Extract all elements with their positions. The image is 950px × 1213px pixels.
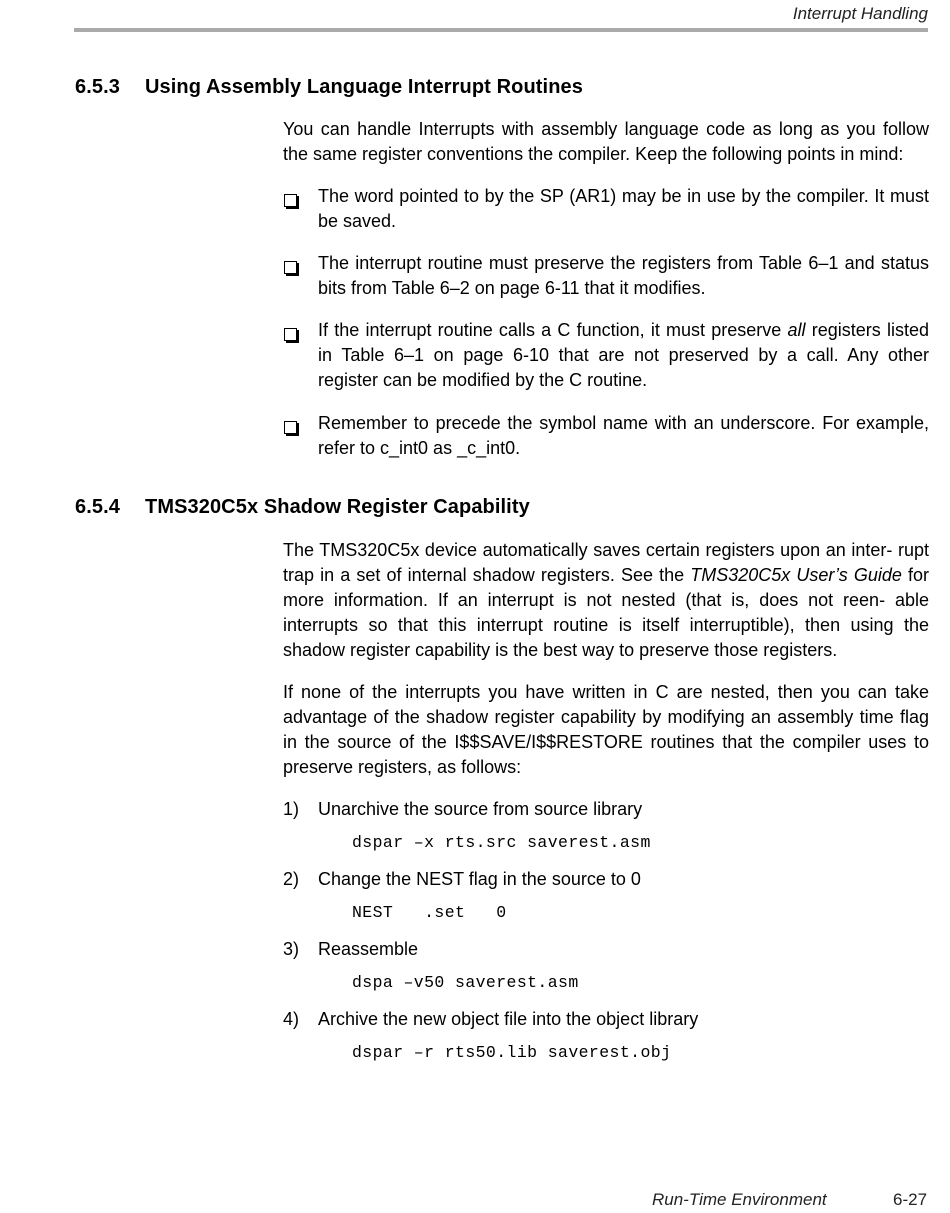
- running-head: Interrupt Handling: [792, 4, 928, 23]
- section-heading-653: [75, 76, 583, 99]
- bullet-item: [283, 411, 929, 461]
- section-number: 6.5.3: [75, 76, 120, 98]
- paragraph-nested-interrupts: If none of the interrupts you have written in C are nested, then you can take advantage of the shadow register capability by modifying an assembly time flag in the source of the I$$SAVE/I$$RESTORE routines that the compiler uses to preserve registers, as follows:: [283, 682, 929, 777]
- bullet-item: [283, 251, 929, 301]
- checkbox-bullet-icon: [284, 194, 297, 207]
- emphasis: all: [787, 320, 806, 340]
- step-number: 4): [283, 1009, 300, 1029]
- checkbox-bullet-icon: [284, 328, 297, 341]
- bullet-text: If the interrupt routine calls a C function, it must preserve all registers listed in Table 6–1 on page 6-10 that are not preserved by a call. Any other register can be modified by the C routine.: [318, 320, 929, 390]
- step-text: Reassemble: [318, 939, 419, 959]
- bullet-text: Remember to precede the symbol name with an underscore. For example, refer to c_int0 as _c_int0.: [318, 413, 929, 458]
- section-heading-654: [75, 496, 530, 519]
- code-line: dspar –r rts50.lib saverest.obj: [352, 1043, 672, 1062]
- emphasis-guide-title: TMS320C5x User’s Guide: [690, 565, 902, 585]
- step-item: [283, 797, 929, 822]
- paragraph-shadow-registers: The TMS320C5x device automatically saves certain registers upon an inter- rupt trap in a set of internal shadow registers. See the TMS320C5x User’s Guide for more information. If an interrupt is not nested (that is, does not reen- able interrupts so that this interrupt routine is itself interruptible), then using the shadow register capability is the best way to preserve those registers.: [283, 540, 929, 660]
- step-text: Change the NEST flag in the source to 0: [318, 869, 641, 889]
- header-rule: [74, 28, 928, 32]
- step-item: [283, 867, 929, 892]
- bullet-item: [283, 184, 929, 234]
- bullet-text: The word pointed to by the SP (AR1) may be in use by the compiler. It must be saved.: [318, 186, 929, 231]
- code-line: NEST .set 0: [352, 903, 507, 922]
- step-number: 1): [283, 799, 300, 819]
- section-title: Using Assembly Language Interrupt Routines: [145, 76, 583, 98]
- intro-paragraph: You can handle Interrupts with assembly language code as long as you follow the same register conventions the compiler. Keep the following points in mind:: [283, 119, 929, 164]
- step-text: Archive the new object file into the object library: [318, 1009, 699, 1029]
- step-number: 2): [283, 869, 300, 889]
- step-item: [283, 937, 929, 962]
- step-item: [283, 1007, 929, 1032]
- code-line: dspa –v50 saverest.asm: [352, 973, 579, 992]
- checkbox-bullet-icon: [284, 261, 297, 274]
- footer-chapter-title: Run-Time Environment: [652, 1190, 827, 1209]
- page-number: 6-27: [893, 1190, 928, 1209]
- step-number: 3): [283, 939, 300, 959]
- code-line: dspar –x rts.src saverest.asm: [352, 833, 651, 852]
- bullet-text: The interrupt routine must preserve the registers from Table 6–1 and status bits from Table 6–2 on page 6-11 that it modifies.: [318, 253, 929, 298]
- section-number: 6.5.4: [75, 496, 120, 518]
- bullet-item: [283, 318, 929, 393]
- checkbox-bullet-icon: [284, 421, 297, 434]
- section-title: TMS320C5x Shadow Register Capability: [145, 496, 530, 518]
- step-text: Unarchive the source from source library: [318, 799, 643, 819]
